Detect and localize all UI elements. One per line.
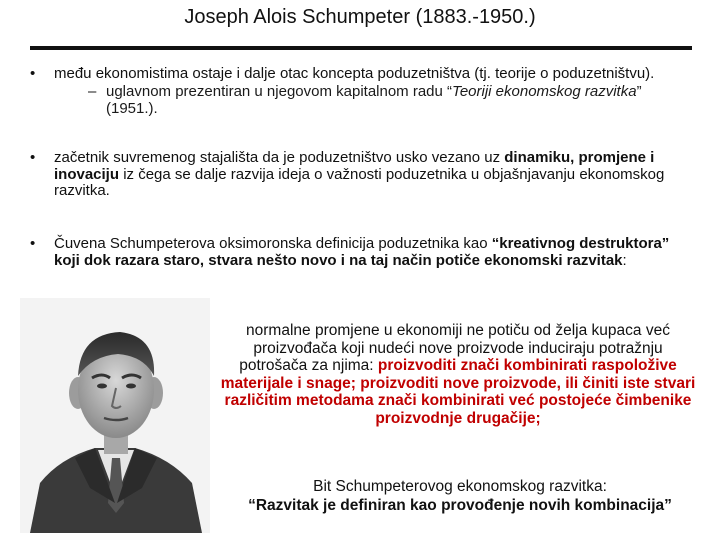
page-title: Joseph Alois Schumpeter (1883.-1950.) [184, 6, 536, 28]
dash-icon: – [88, 83, 97, 100]
bullet-icon: • [30, 149, 36, 166]
bullet-icon: • [30, 235, 36, 252]
title-divider [30, 46, 692, 50]
portrait-icon [20, 298, 210, 533]
development-essence [210, 477, 710, 515]
portrait-photo [20, 298, 210, 533]
bullet-text: među ekonomistima ostaje i dalje otac koncepta poduzetništva (tj. teorije o poduzetništvu). [54, 65, 655, 82]
essence-heading: Bit Schumpeterovog ekonomskog razvitka: [313, 478, 607, 495]
essence-quote: “Razvitak je definiran kao provođenje novih kombinacija” [248, 497, 672, 514]
bullet-text: začetnik suvremenog stajališta da je poduzetništvo usko vezano uz dinamiku, promjene i inovaciju iz čega se dalje razvija ideja o važnosti poduzetnika u objašnjavanju ekonomskog razvitka. [54, 149, 665, 199]
book-title: Teoriji ekonomskog razvitka [452, 83, 637, 100]
definition-quote: normalne promjene u ekonomiji ne potiču od želja kupaca već proizvođača koji nudeći nove proizvode induciraju potražnju potrošača za njima: proizvoditi znači kombinirati raspoložive materijale i snage; proizvoditi nove proizvode, ili činiti iste stvari različitim metodama znači kombinirati već postojeće čimbenike proizvodnje drugačije; [220, 322, 696, 427]
highlighted-definition: proizvoditi znači kombinirati raspoložive materijale i snage; proizvoditi nove proizvode, ili činiti iste stvari različitim metodama znači kombinirati već postojeće čimbenike proizvodnje drugačije; [220, 357, 696, 427]
bullet-icon: • [30, 65, 36, 82]
bullet-text: Čuvena Schumpeterova oksimoronska definicija poduzetnika kao “kreativnog destruktora” koji dok razara staro, stvara nešto novo i na taj način potiče ekonomski razvitak: [54, 235, 670, 269]
bold-phrase: dinamiku, promjene i inovaciju [54, 149, 655, 183]
sub-bullet-text: uglavnom prezentiran u njegovom kapitalnom radu “Teoriji ekonomskog razvitka” (1951.). [106, 83, 642, 117]
bold-phrase: “kreativnog destruktora” koji dok razara staro, stvara nešto novo i na taj način potiče ekonomski razvitak [54, 235, 670, 269]
